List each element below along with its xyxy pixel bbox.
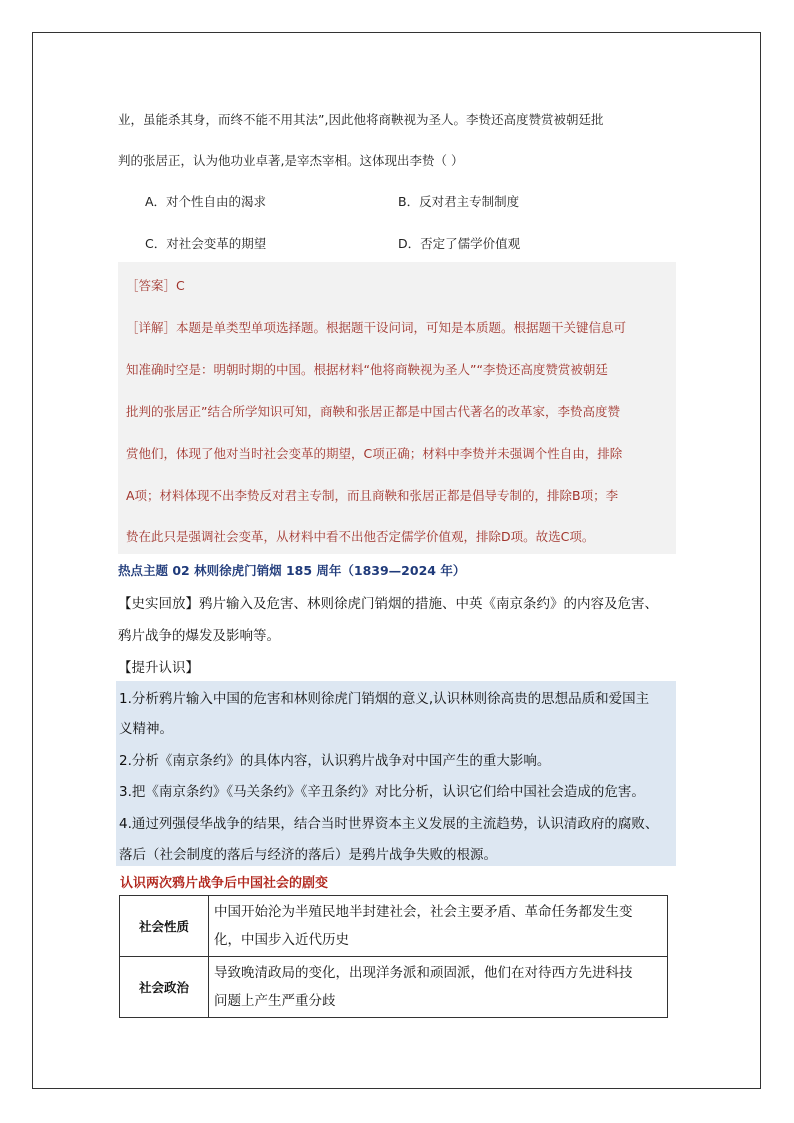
table-row: [120, 957, 668, 1018]
row-content: [209, 896, 668, 957]
review-line-1: 【史实回放】鸦片输入及危害、林则徐虎门销烟的措施、中英《南京条约》的内容及危害、: [118, 596, 658, 612]
improve-points-box: [116, 681, 676, 866]
answer-detail-line: 赏他们，体现了他对当时社会变革的期望，C项正确；材料中李贽并未强调个性自由，排除: [126, 446, 623, 461]
answer-detail-line: 知准确时空是：明朝时期的中国。根据材料“他将商鞅视为圣人”“李贽还高度赞赏被朝廷: [126, 362, 608, 377]
row-content-line: 导致晚清政局的变化，出现洋务派和顽固派，他们在对待西方先进科技: [214, 965, 633, 981]
option-a: A．对个性自由的渴求: [145, 194, 267, 209]
improve-point-line: 3.把《南京条约》《马关条约》《辛丑条约》对比分析，认识它们给中国社会造成的危害。: [119, 784, 645, 800]
answer-detail-line: 贽在此只是强调社会变革，从材料中看不出他否定儒学价值观，排除D项。故选C项。: [126, 529, 595, 544]
improve-point-line: 落后（社会制度的落后与经济的落后）是鸦片战争失败的根源。: [119, 847, 497, 863]
row-content: [209, 957, 668, 1018]
answer-detail-line: ［详解］本题是单类型单项选择题。根据题干设问词，可知是本质题。根据题干关键信息可: [126, 320, 627, 335]
answer-detail-line: A项；材料体现不出李贽反对君主专制，而且商鞅和张居正都是倡导专制的，排除B项；李: [126, 488, 619, 503]
row-content-line: 中国开始沦为半殖民地半封建社会，社会主要矛盾、革命任务都发生变: [214, 904, 633, 920]
row-content-line: 化，中国步入近代历史: [214, 932, 349, 948]
option-b: B．反对君主专制制度: [398, 194, 520, 209]
answer-box: [118, 262, 676, 554]
improve-point-line: 4.通过列强侵华战争的结果，结合当时世界资本主义发展的主流趋势，认识清政府的腐败、: [119, 816, 659, 832]
society-change-table: [119, 895, 668, 1018]
row-header: 社会政治: [120, 957, 209, 1018]
question-line-1: 业，虽能杀其身，而终不能不用其法”,因此他将商鞅视为圣人。李贽还高度赞赏被朝廷批: [118, 112, 604, 127]
table-title: 认识两次鸦片战争后中国社会的剧变: [120, 876, 329, 891]
answer-detail-line: 批判的张居正”结合所学知识可知，商鞅和张居正都是中国古代著名的改革家，李贽高度赞: [126, 404, 620, 419]
question-line-2: 判的张居正，认为他功业卓著,是宰杰宰相。这体现出李贽（ ）: [118, 153, 464, 168]
option-d: D．否定了儒学价值观: [398, 236, 521, 251]
option-c: C．对社会变革的期望: [145, 236, 267, 251]
improve-point-line: 义精神。: [119, 721, 173, 737]
improve-point-line: 2.分析《南京条约》的具体内容，认识鸦片战争对中国产生的重大影响。: [119, 753, 551, 769]
improve-point-line: 1.分析鸦片输入中国的危害和林则徐虎门销烟的意义,认识林则徐高贵的思想品质和爱国主: [119, 691, 650, 707]
hot-topic-heading: 热点主题 02 林则徐虎门销烟 185 周年（1839—2024 年）: [118, 563, 466, 578]
review-line-2: 鸦片战争的爆发及影响等。: [118, 628, 280, 644]
row-content-line: 问题上产生严重分歧: [214, 993, 336, 1009]
answer-label: ［答案］C: [126, 278, 185, 293]
table-row: [120, 896, 668, 957]
improve-heading: 【提升认识】: [118, 660, 199, 676]
row-header: 社会性质: [120, 896, 209, 957]
